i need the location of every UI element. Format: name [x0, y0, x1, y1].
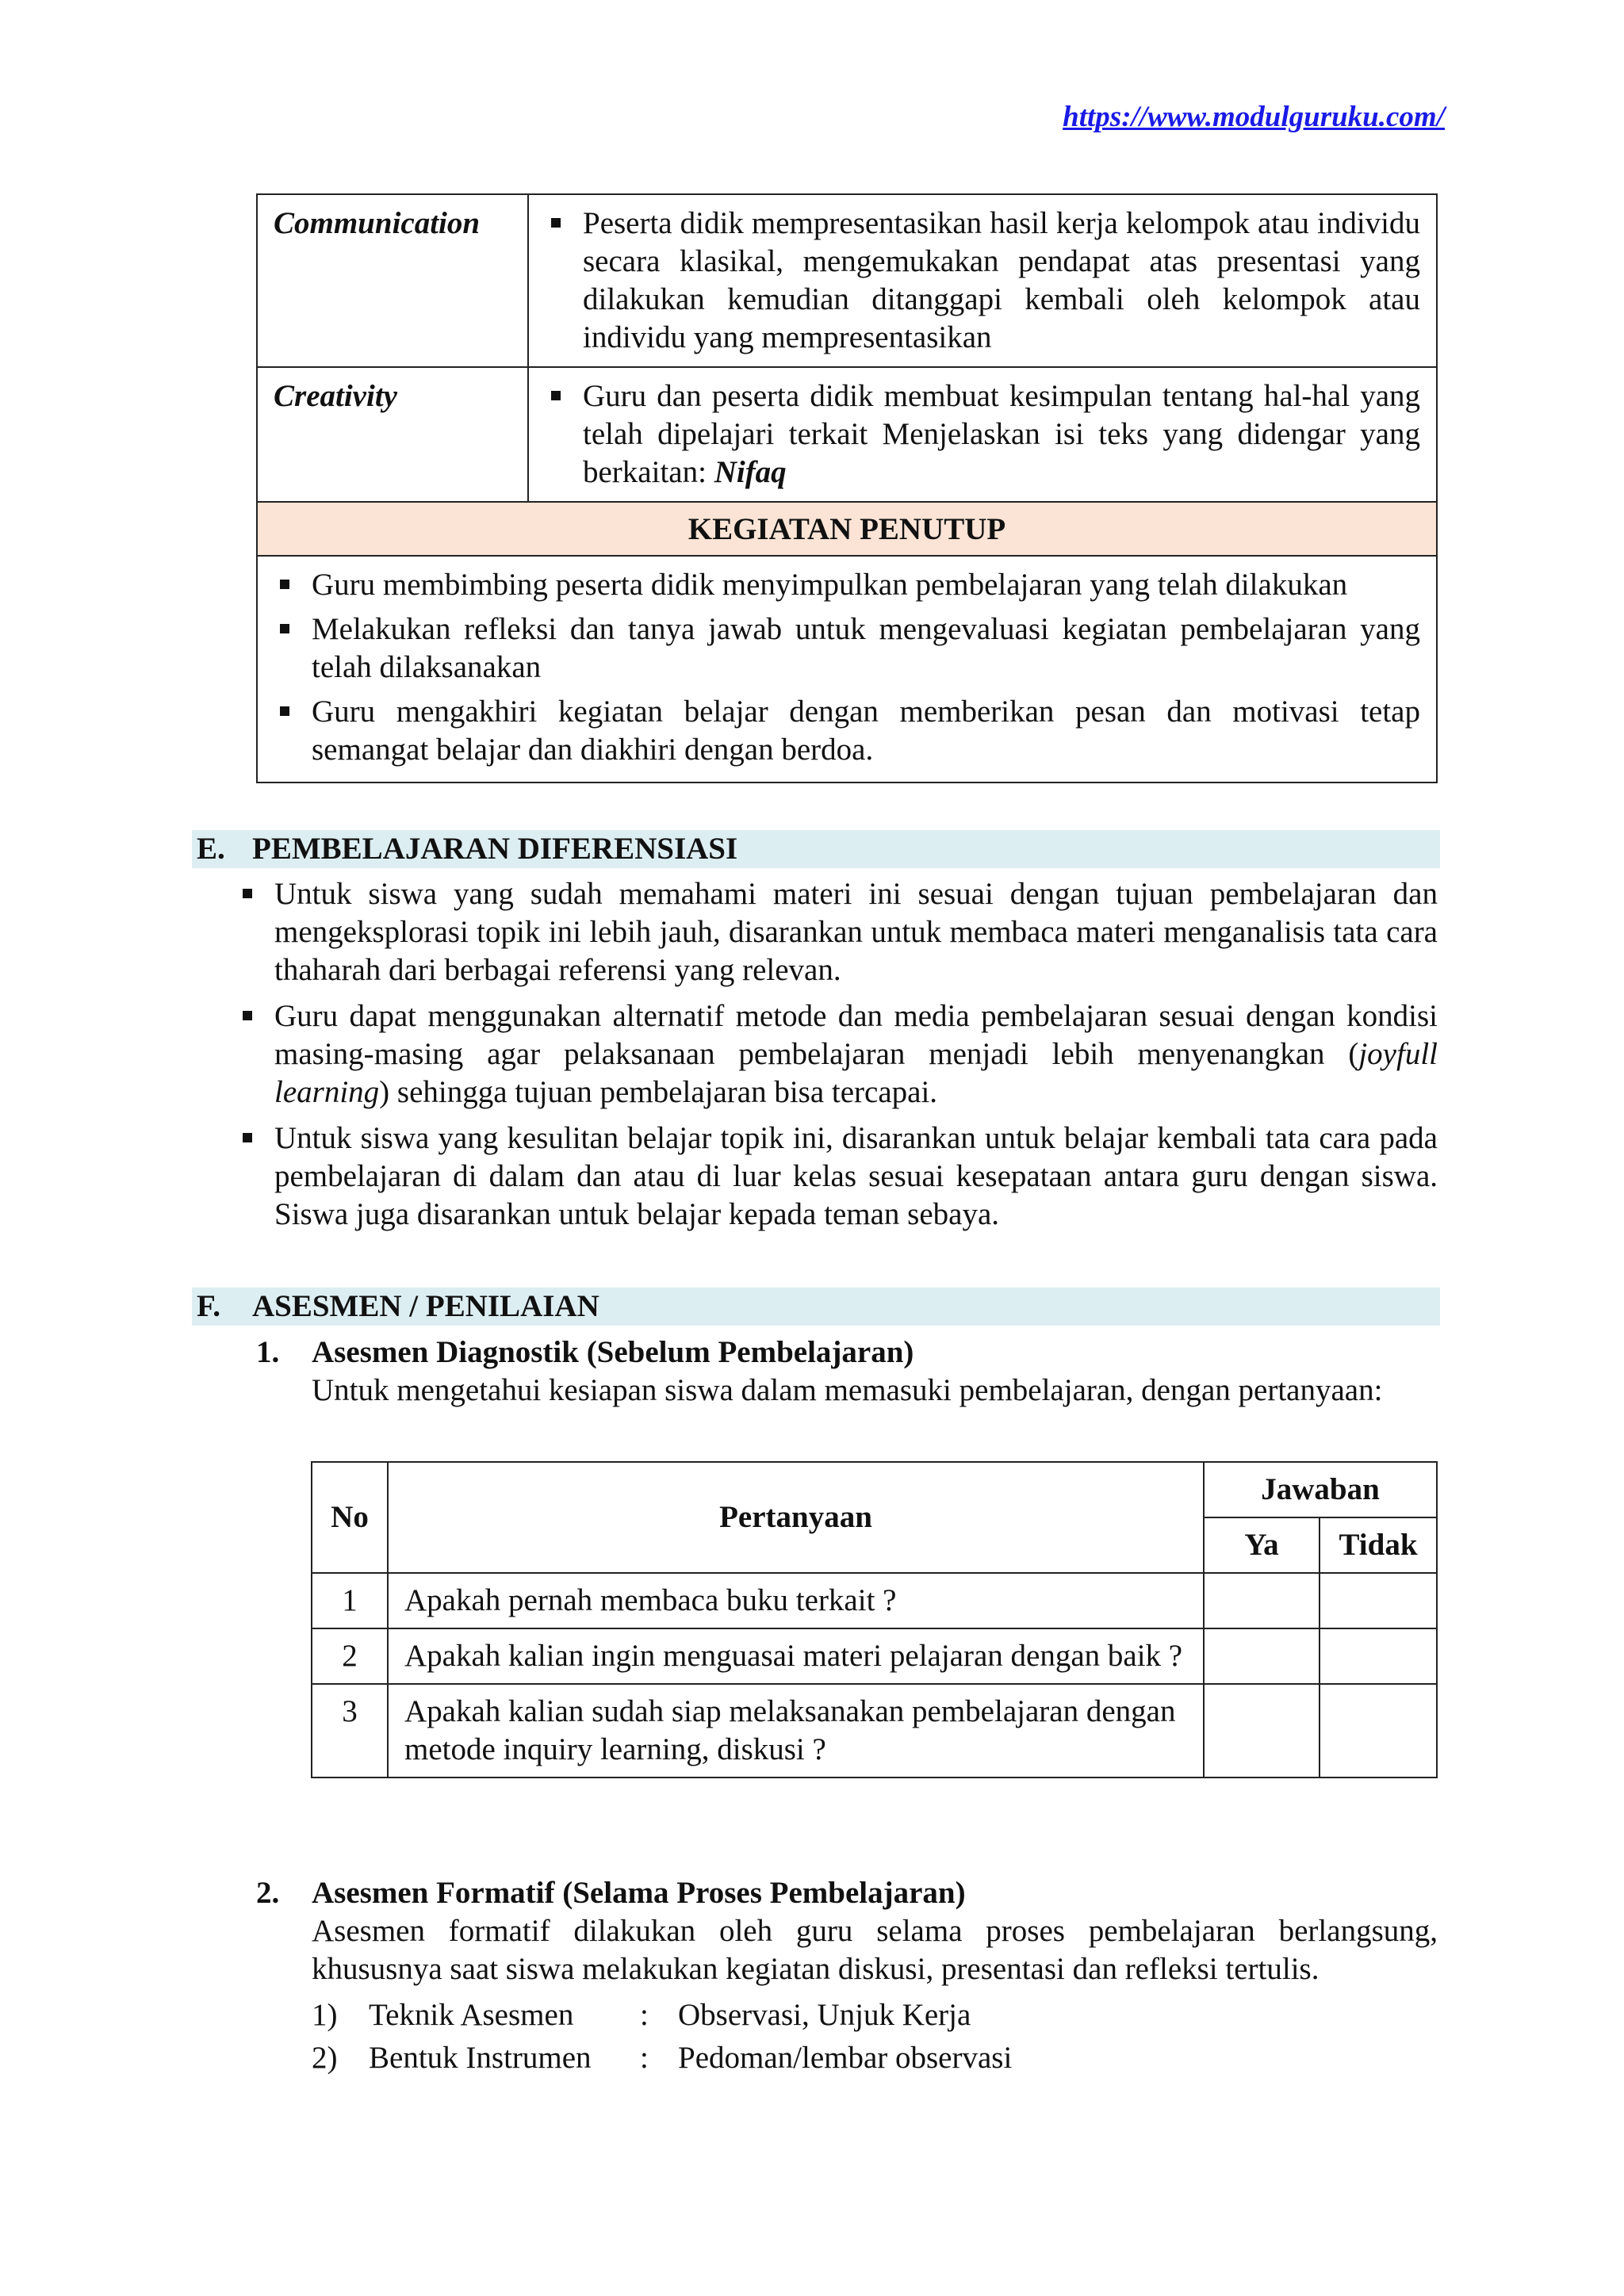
- header-question: Pertanyaan: [388, 1462, 1204, 1573]
- item-number: 1): [312, 1998, 338, 2032]
- header-answer: Jawaban: [1204, 1462, 1437, 1517]
- row-content: [528, 194, 1437, 367]
- table-row: [257, 556, 1437, 783]
- answer-no-cell[interactable]: [1320, 1628, 1437, 1684]
- table-row: [312, 1684, 1437, 1777]
- list-item: [312, 1996, 1438, 2034]
- answer-yes-cell[interactable]: [1204, 1573, 1320, 1628]
- paragraph: Untuk mengetahui kesiapan siswa dalam memasuki pembelajaran, dengan pertanyaan:: [312, 1373, 1383, 1407]
- subsection-title: Asesmen Diagnostik (Sebelum Pembelajaran): [312, 1335, 914, 1369]
- subsection-heading: [256, 1874, 1438, 1912]
- item-value: Pedoman/lembar observasi: [678, 2041, 1013, 2075]
- subsection-title: Asesmen Formatif (Selama Proses Pembelajaran): [312, 1876, 966, 1910]
- row-label: Communication: [257, 194, 528, 367]
- section-title: ASESMEN / PENILAIAN: [252, 1289, 599, 1323]
- answer-yes-cell[interactable]: [1204, 1628, 1320, 1684]
- item-label: Bentuk Instrumen: [369, 2041, 592, 2075]
- emphasis-text: joyfull learning: [274, 1037, 1438, 1109]
- answer-no-cell[interactable]: [1320, 1684, 1437, 1777]
- row-question: Apakah kalian ingin menguasai materi pelajaran dengan baik ?: [388, 1628, 1204, 1684]
- section-heading-e: [192, 830, 1440, 868]
- row-number: 3: [312, 1684, 388, 1777]
- closing-content: [257, 556, 1437, 783]
- list-item: [236, 997, 1438, 1112]
- row-question: Apakah kalian sudah siap melaksanakan pembelajaran dengan metode inquiry learning, diskusi ?: [388, 1684, 1204, 1777]
- subsection-number: 2.: [256, 1876, 280, 1910]
- diagnostic-table: [311, 1461, 1438, 1778]
- table-header-row: [312, 1462, 1437, 1517]
- list-item-text: Guru dapat menggunakan alternatif metode dan media pembelajaran sesuai dengan kondisi masing-masing agar pelaksanaan pembelajaran menjadi lebih menyenangkan (: [274, 999, 1438, 1071]
- list-item: Untuk siswa yang sudah memahami materi ini sesuai dengan tujuan pembelajaran dan mengeksplorasi topik ini lebih jauh, disarankan untuk membaca materi menganalisis tata cara thaharah dari berbagai referensi yang relevan.: [236, 875, 1438, 989]
- list-item-text: Guru dan peserta didik membuat kesimpulan tentang hal-hal yang telah dipelajari terkait Menjelaskan isi teks yang didengar yang berkaitan:: [583, 379, 1420, 489]
- section-title: PEMBELAJARAN DIFERENSIASI: [252, 832, 738, 866]
- paragraph: Asesmen formatif dilakukan oleh guru selama proses pembelajaran berlangsung, khususnya saat siswa melakukan kegiatan diskusi, presentasi dan refleksi tertulis.: [312, 1914, 1438, 1986]
- table-row: [257, 502, 1437, 556]
- list-item: Guru mengakhiri kegiatan belajar dengan memberikan pesan dan motivasi tetap semangat belajar dan diakhiri dengan berdoa.: [274, 693, 1420, 769]
- item-separator: :: [640, 2041, 649, 2075]
- row-question: Apakah pernah membaca buku terkait ?: [388, 1573, 1204, 1628]
- table-row: [257, 367, 1437, 502]
- list-item: Untuk siswa yang kesulitan belajar topik ini, disarankan untuk belajar kembali tata cara pada pembelajaran di dalam dan atau di luar kelas sesuai kesepataan antara guru dengan siswa. Siswa juga disarankan untuk belajar kepada teman sebaya.: [236, 1119, 1438, 1234]
- subsection-formative: [256, 1874, 1438, 2082]
- table-row: [312, 1573, 1437, 1628]
- answer-yes-cell[interactable]: [1204, 1684, 1320, 1777]
- assessment-details: [312, 1996, 1438, 2077]
- section-number: F.: [197, 1289, 220, 1323]
- list-item: Peserta didik mempresentasikan hasil kerja kelompok atau individu secara klasikal, mengemukakan pendapat atas presentasi yang dilakukan kemudian ditanggapi kembali oleh kelompok atau individu yang mempresentasikan: [545, 205, 1420, 357]
- subsection-heading: [256, 1334, 1438, 1372]
- item-separator: :: [640, 1998, 649, 2032]
- subsection-diagnostic: [256, 1334, 1438, 1410]
- header-url-link[interactable]: https://www.modulguruku.com/: [1063, 101, 1445, 133]
- list-item: [312, 2039, 1438, 2077]
- list-item: [545, 377, 1420, 492]
- list-item: Guru membimbing peserta didik menyimpulkan pembelajaran yang telah dilakukan: [274, 566, 1420, 604]
- item-number: 2): [312, 2041, 338, 2075]
- list-item: Melakukan refleksi dan tanya jawab untuk mengevaluasi kegiatan pembelajaran yang telah dilaksanakan: [274, 610, 1420, 687]
- item-value: Observasi, Unjuk Kerja: [678, 1998, 971, 2032]
- item-label: Teknik Asesmen: [369, 1998, 574, 2032]
- table-row: [312, 1628, 1437, 1684]
- section-number: E.: [197, 832, 225, 866]
- row-number: 2: [312, 1628, 388, 1684]
- section-heading-f: [192, 1288, 1440, 1326]
- closing-title: KEGIATAN PENUTUP: [257, 502, 1437, 556]
- row-number: 1: [312, 1573, 388, 1628]
- row-label: Creativity: [257, 367, 528, 502]
- emphasis-text: Nifaq: [714, 455, 787, 489]
- header-no-answer: Tidak: [1320, 1517, 1437, 1573]
- table-row: [257, 194, 1437, 367]
- row-content: [528, 367, 1437, 502]
- activity-table: [256, 193, 1438, 783]
- differentiation-list: [236, 875, 1438, 1242]
- answer-no-cell[interactable]: [1320, 1573, 1437, 1628]
- header-no: No: [312, 1462, 388, 1573]
- header-yes: Ya: [1204, 1517, 1320, 1573]
- list-item-text: ) sehingga tujuan pembelajaran bisa tercapai.: [379, 1075, 938, 1109]
- subsection-number: 1.: [256, 1335, 280, 1369]
